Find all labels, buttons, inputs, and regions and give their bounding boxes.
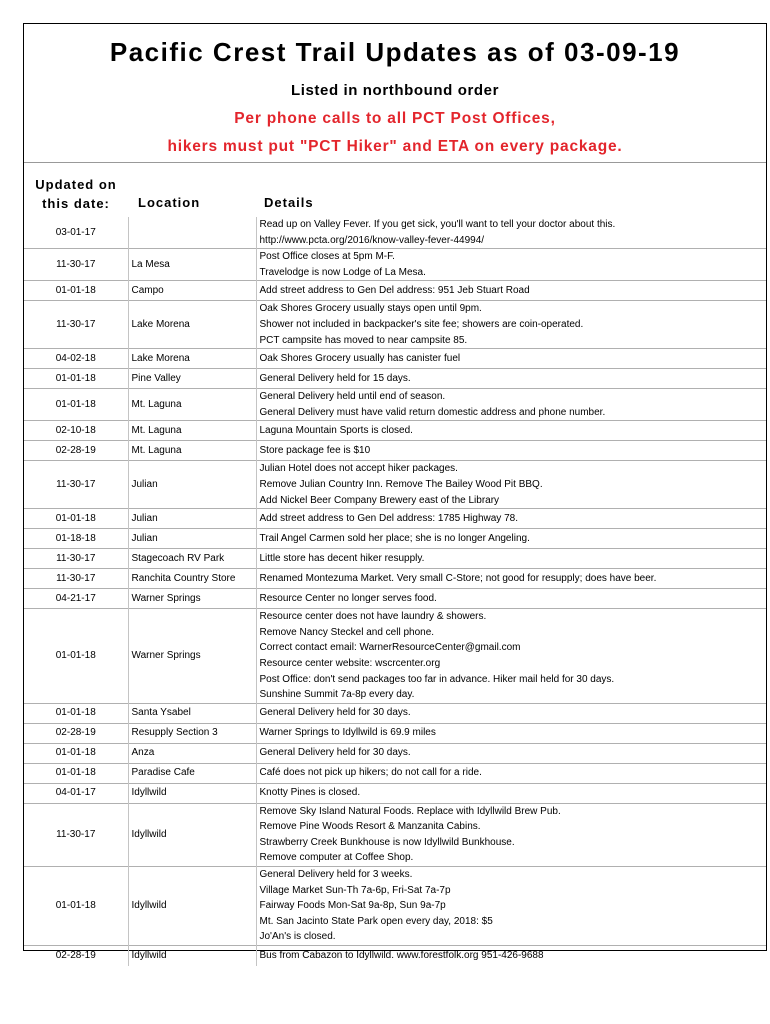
detail-line: Oak Shores Grocery usually has canister fuel [259, 352, 461, 364]
detail-line: General Delivery held for 30 days. [259, 707, 411, 719]
row-date: 02-28-19 [24, 723, 128, 743]
detail-line: Travelodge is now Lodge of La Mesa. [259, 266, 426, 278]
table-row [24, 569, 766, 589]
row-details [256, 589, 766, 609]
table-row [24, 763, 766, 783]
row-date: 04-21-17 [24, 589, 128, 609]
detail-line: Oak Shores Grocery usually stays open until 9pm. [259, 303, 482, 315]
detail-line: Laguna Mountain Sports is closed. [259, 425, 413, 437]
row-details [256, 441, 766, 461]
detail-line: Add street address to Gen Del address: 951 Jeb Stuart Road [259, 285, 530, 297]
row-details [256, 703, 766, 723]
table-row [24, 441, 766, 461]
row-details [256, 867, 766, 946]
table-row [24, 803, 766, 866]
row-details [256, 569, 766, 589]
row-details [256, 369, 766, 389]
row-location: Resupply Section 3 [128, 723, 256, 743]
row-date: 11-30-17 [24, 549, 128, 569]
row-location: Julian [128, 529, 256, 549]
table-row [24, 723, 766, 743]
row-location: Lake Morena [128, 349, 256, 369]
page-title: Pacific Crest Trail Updates as of 03-09-19 [109, 37, 681, 67]
row-location: Mt. Laguna [128, 389, 256, 421]
row-location: Idyllwild [128, 946, 256, 966]
row-date: 11-30-17 [24, 249, 128, 281]
table-row [24, 349, 766, 369]
row-location: Mt. Laguna [128, 441, 256, 461]
detail-line: Add street address to Gen Del address: 1785 Highway 78. [259, 512, 518, 524]
row-date: 01-01-18 [24, 389, 128, 421]
table-row [24, 461, 766, 509]
detail-line: Knotty Pines is closed. [259, 787, 361, 799]
detail-line: Renamed Montezuma Market. Very small C-Store; not good for resupply; does have beer. [259, 572, 657, 584]
table-row [24, 421, 766, 441]
table-row [24, 703, 766, 723]
detail-line: Remove Julian Country Inn. Remove The Bailey Wood Pit BBQ. [259, 478, 543, 490]
row-location: Idyllwild [128, 783, 256, 803]
detail-line: Post Office closes at 5pm M-F. [259, 251, 395, 263]
row-details [256, 389, 766, 421]
detail-line: Resource center website: wscrcenter.org [259, 657, 441, 669]
detail-line: Little store has decent hiker resupply. [259, 552, 425, 564]
table-row [24, 589, 766, 609]
row-date: 01-01-18 [24, 509, 128, 529]
table-row [24, 529, 766, 549]
detail-line: General Delivery held for 30 days. [259, 747, 411, 759]
row-location: Warner Springs [128, 609, 256, 704]
row-location: Anza [128, 743, 256, 763]
row-date: 01-01-18 [24, 743, 128, 763]
row-details [256, 803, 766, 866]
row-location: Stagecoach RV Park [128, 549, 256, 569]
detail-line: Resource center does not have laundry & showers. [259, 611, 487, 623]
row-location: Ranchita Country Store [128, 569, 256, 589]
row-details [256, 783, 766, 803]
detail-line: Shower not included in backpacker's site fee; showers are coin-operated. [259, 318, 584, 330]
row-location: Idyllwild [128, 867, 256, 946]
detail-line: http://www.pcta.org/2016/know-valley-fever-44994/ [259, 234, 485, 246]
detail-line: Remove computer at Coffee Shop. [259, 852, 414, 864]
table-row [24, 743, 766, 763]
table-row [24, 783, 766, 803]
detail-line: Warner Springs to Idyllwild is 69.9 miles [259, 727, 436, 739]
detail-line: General Delivery held for 3 weeks. [259, 869, 413, 881]
detail-line: General Delivery held until end of season. [259, 391, 446, 403]
row-date: 11-30-17 [24, 461, 128, 509]
row-details [256, 529, 766, 549]
detail-line: Bus from Cabazon to Idyllwild. www.forestfolk.org 951-426-9688 [259, 949, 544, 961]
row-location: Paradise Cafe [128, 763, 256, 783]
row-date: 01-01-18 [24, 281, 128, 301]
table-row [24, 609, 766, 704]
date-header-line-1: Updated on [35, 177, 117, 192]
update-sheet [23, 23, 767, 961]
table-row [24, 281, 766, 301]
row-location: Idyllwild [128, 803, 256, 866]
table-row [24, 217, 766, 249]
column-header-details: Details [264, 195, 314, 210]
row-date: 01-01-18 [24, 703, 128, 723]
row-details [256, 549, 766, 569]
detail-line: Remove Pine Woods Resort & Manzanita Cabins. [259, 821, 481, 833]
detail-line: Julian Hotel does not accept hiker packages. [259, 463, 458, 475]
row-date: 04-01-17 [24, 783, 128, 803]
updates-table [24, 163, 766, 966]
row-date: 02-10-18 [24, 421, 128, 441]
table-row [24, 389, 766, 421]
table-row [24, 867, 766, 946]
table-body [24, 217, 766, 966]
notice-line-2: hikers must put "PCT Hiker" and ETA on every package. [167, 138, 623, 155]
row-date: 02-28-19 [24, 946, 128, 966]
detail-line: Remove Sky Island Natural Foods. Replace with Idyllwild Brew Pub. [259, 805, 561, 817]
table-row [24, 249, 766, 281]
row-date: 01-01-18 [24, 609, 128, 704]
detail-line: Store package fee is $10 [259, 445, 371, 457]
row-location: Julian [128, 461, 256, 509]
row-date: 01-01-18 [24, 763, 128, 783]
detail-line: Correct contact email: WarnerResourceCenter@gmail.com [259, 642, 521, 654]
detail-line: Village Market Sun-Th 7a-6p, Fri-Sat 7a-7p [259, 884, 451, 896]
table-row [24, 369, 766, 389]
detail-line: Strawberry Creek Bunkhouse is now Idyllwild Bunkhouse. [259, 836, 515, 848]
detail-line: Add Nickel Beer Company Brewery east of the Library [259, 494, 500, 506]
row-details [256, 249, 766, 281]
row-details [256, 723, 766, 743]
row-location: Santa Ysabel [128, 703, 256, 723]
row-location: Campo [128, 281, 256, 301]
row-date: 11-30-17 [24, 803, 128, 866]
detail-line: Post Office: don't send packages too far in advance. Hiker mail held for 30 days. [259, 673, 615, 685]
table-row [24, 946, 766, 966]
detail-line: Mt. San Jacinto State Park open every day, 2018: $5 [259, 915, 493, 927]
column-header-location: Location [138, 195, 201, 210]
row-date: 03-01-17 [24, 217, 128, 249]
row-date: 01-18-18 [24, 529, 128, 549]
notice-line-1: Per phone calls to all PCT Post Offices, [234, 110, 556, 127]
table-row [24, 301, 766, 349]
column-header-date [24, 163, 128, 217]
row-location: La Mesa [128, 249, 256, 281]
row-location [128, 217, 256, 249]
row-date: 11-30-17 [24, 301, 128, 349]
detail-line: Jo'An's is closed. [259, 931, 336, 943]
date-header-line-2: this date: [42, 196, 110, 211]
detail-line: Resource Center no longer serves food. [259, 592, 437, 604]
document-header [24, 24, 766, 163]
row-details [256, 281, 766, 301]
row-details [256, 609, 766, 704]
row-details [256, 743, 766, 763]
row-details [256, 421, 766, 441]
row-details [256, 349, 766, 369]
row-details [256, 461, 766, 509]
row-details [256, 509, 766, 529]
detail-line: Sunshine Summit 7a-8p every day. [259, 689, 415, 701]
row-date: 04-02-18 [24, 349, 128, 369]
row-details [256, 946, 766, 966]
table-header-row [24, 163, 766, 217]
table-row [24, 509, 766, 529]
detail-line: Fairway Foods Mon-Sat 9a-8p, Sun 9a-7p [259, 900, 446, 912]
detail-line: Read up on Valley Fever. If you get sick, you'll want to tell your doctor about this. [259, 219, 616, 230]
detail-line: General Delivery held for 15 days. [259, 372, 411, 384]
row-location: Warner Springs [128, 589, 256, 609]
row-date: 01-01-18 [24, 867, 128, 946]
detail-line: Remove Nancy Steckel and cell phone. [259, 626, 435, 638]
row-location: Julian [128, 509, 256, 529]
row-details [256, 763, 766, 783]
table-row [24, 549, 766, 569]
page-subtitle: Listed in northbound order [290, 82, 500, 99]
detail-line: General Delivery must have valid return domestic address and phone number. [259, 406, 606, 418]
row-location: Lake Morena [128, 301, 256, 349]
row-date: 11-30-17 [24, 569, 128, 589]
row-date: 01-01-18 [24, 369, 128, 389]
row-details [256, 301, 766, 349]
row-details [256, 217, 766, 249]
detail-line: PCT campsite has moved to near campsite 85. [259, 334, 468, 346]
row-date: 02-28-19 [24, 441, 128, 461]
row-location: Pine Valley [128, 369, 256, 389]
row-location: Mt. Laguna [128, 421, 256, 441]
detail-line: Trail Angel Carmen sold her place; she is no longer Angeling. [259, 532, 530, 544]
detail-line: Café does not pick up hikers; do not call for a ride. [259, 767, 482, 779]
